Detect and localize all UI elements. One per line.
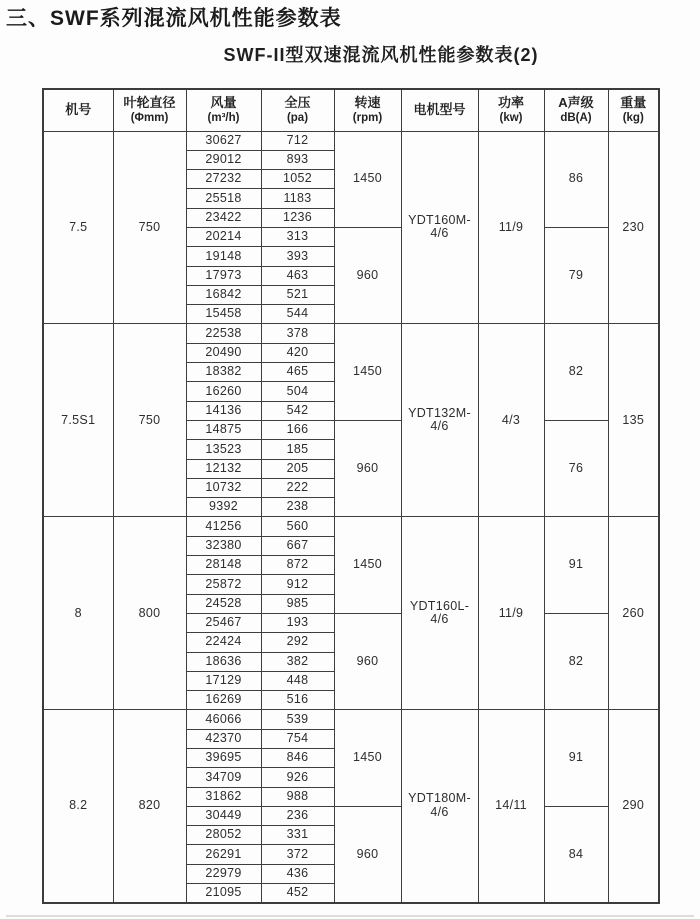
pressure-cell: 166 (261, 420, 334, 439)
document-page (0, 5, 700, 904)
air-volume-cell: 39695 (186, 749, 261, 768)
weight-cell: 260 (608, 517, 659, 710)
pressure-cell: 1183 (261, 189, 334, 208)
pressure-cell: 436 (261, 864, 334, 883)
air-volume-cell: 16269 (186, 691, 261, 710)
weight-cell: 290 (608, 710, 659, 903)
diameter-cell: 820 (113, 710, 186, 903)
air-volume-cell: 25467 (186, 613, 261, 632)
speed-cell: 1450 (334, 131, 401, 227)
motor-cell: YDT160M-4/6 (401, 131, 478, 324)
power-cell: 11/9 (478, 131, 544, 324)
pressure-cell: 912 (261, 575, 334, 594)
pressure-cell: 222 (261, 478, 334, 497)
pressure-cell: 988 (261, 787, 334, 806)
pressure-cell: 313 (261, 227, 334, 246)
pressure-cell: 542 (261, 401, 334, 420)
header-power: 功率 (kw) (478, 89, 544, 131)
model-cell: 7.5S1 (43, 324, 113, 517)
air-volume-cell: 21095 (186, 884, 261, 903)
air-volume-cell: 19148 (186, 247, 261, 266)
noise-cell: 91 (544, 517, 608, 613)
air-volume-cell: 41256 (186, 517, 261, 536)
model-cell: 8 (43, 517, 113, 710)
pressure-cell: 667 (261, 536, 334, 555)
scan-shadow (6, 915, 694, 917)
speed-cell: 960 (334, 613, 401, 709)
header-speed: 转速 (rpm) (334, 89, 401, 131)
page-title: 三、SWF系列混流风机性能参数表 (6, 7, 342, 30)
pressure-cell: 560 (261, 517, 334, 536)
weight-cell: 135 (608, 324, 659, 517)
header-noise-level: A声级 dB(A) (544, 89, 608, 131)
pressure-cell: 544 (261, 305, 334, 324)
air-volume-cell: 23422 (186, 208, 261, 227)
speed-cell: 1450 (334, 324, 401, 420)
header-air-volume: 风量 (m³/h) (186, 89, 261, 131)
pressure-cell: 754 (261, 729, 334, 748)
motor-cell: YDT160L-4/6 (401, 517, 478, 710)
air-volume-cell: 27232 (186, 170, 261, 189)
diameter-cell: 800 (113, 517, 186, 710)
table-body (43, 131, 659, 903)
air-volume-cell: 15458 (186, 305, 261, 324)
pressure-cell: 516 (261, 691, 334, 710)
air-volume-cell: 31862 (186, 787, 261, 806)
table-row (43, 131, 659, 150)
air-volume-cell: 10732 (186, 478, 261, 497)
speed-cell: 1450 (334, 710, 401, 806)
table-row (43, 710, 659, 729)
air-volume-cell: 22538 (186, 324, 261, 343)
pressure-cell: 465 (261, 363, 334, 382)
pressure-cell: 236 (261, 806, 334, 825)
air-volume-cell: 14875 (186, 420, 261, 439)
motor-cell: YDT132M-4/6 (401, 324, 478, 517)
pressure-cell: 372 (261, 845, 334, 864)
air-volume-cell: 22979 (186, 864, 261, 883)
pressure-cell: 985 (261, 594, 334, 613)
air-volume-cell: 28148 (186, 556, 261, 575)
air-volume-cell: 9392 (186, 498, 261, 517)
air-volume-cell: 25872 (186, 575, 261, 594)
pressure-cell: 1236 (261, 208, 334, 227)
header-motor-model: 电机型号 (401, 89, 478, 131)
air-volume-cell: 17973 (186, 266, 261, 285)
noise-cell: 79 (544, 227, 608, 323)
header-total-pressure: 全压 (pa) (261, 89, 334, 131)
pressure-cell: 193 (261, 613, 334, 632)
pressure-cell: 463 (261, 266, 334, 285)
pressure-cell: 926 (261, 768, 334, 787)
air-volume-cell: 22424 (186, 633, 261, 652)
air-volume-cell: 20214 (186, 227, 261, 246)
pressure-cell: 420 (261, 343, 334, 362)
speed-cell: 960 (334, 420, 401, 516)
pressure-cell: 539 (261, 710, 334, 729)
air-volume-cell: 30449 (186, 806, 261, 825)
pressure-cell: 846 (261, 749, 334, 768)
pressure-cell: 205 (261, 459, 334, 478)
air-volume-cell: 16260 (186, 382, 261, 401)
diameter-cell: 750 (113, 131, 186, 324)
air-volume-cell: 24528 (186, 594, 261, 613)
air-volume-cell: 13523 (186, 440, 261, 459)
air-volume-cell: 46066 (186, 710, 261, 729)
speed-cell: 960 (334, 806, 401, 902)
air-volume-cell: 14136 (186, 401, 261, 420)
pressure-cell: 185 (261, 440, 334, 459)
pressure-cell: 872 (261, 556, 334, 575)
noise-cell: 76 (544, 420, 608, 516)
air-volume-cell: 25518 (186, 189, 261, 208)
model-cell: 8.2 (43, 710, 113, 903)
pressure-cell: 382 (261, 652, 334, 671)
pressure-cell: 521 (261, 285, 334, 304)
power-cell: 4/3 (478, 324, 544, 517)
noise-cell: 82 (544, 324, 608, 420)
pressure-cell: 448 (261, 671, 334, 690)
model-cell: 7.5 (43, 131, 113, 324)
pressure-cell: 378 (261, 324, 334, 343)
table-row (43, 324, 659, 343)
noise-cell: 82 (544, 613, 608, 709)
pressure-cell: 1052 (261, 170, 334, 189)
air-volume-cell: 17129 (186, 671, 261, 690)
pressure-cell: 238 (261, 498, 334, 517)
noise-cell: 86 (544, 131, 608, 227)
air-volume-cell: 30627 (186, 131, 261, 150)
pressure-cell: 452 (261, 884, 334, 903)
noise-cell: 84 (544, 806, 608, 902)
air-volume-cell: 20490 (186, 343, 261, 362)
air-volume-cell: 34709 (186, 768, 261, 787)
header-impeller-diameter: 叶轮直径 (Φmm) (113, 89, 186, 131)
air-volume-cell: 16842 (186, 285, 261, 304)
weight-cell: 230 (608, 131, 659, 324)
diameter-cell: 750 (113, 324, 186, 517)
header-weight: 重量 (kg) (608, 89, 659, 131)
pressure-cell: 393 (261, 247, 334, 266)
motor-cell: YDT180M-4/6 (401, 710, 478, 903)
header-machine-no: 机号 (43, 89, 113, 131)
table-row (43, 517, 659, 536)
air-volume-cell: 12132 (186, 459, 261, 478)
pressure-cell: 504 (261, 382, 334, 401)
table-header-row (43, 89, 659, 131)
pressure-cell: 893 (261, 150, 334, 169)
pressure-cell: 331 (261, 826, 334, 845)
air-volume-cell: 26291 (186, 845, 261, 864)
air-volume-cell: 32380 (186, 536, 261, 555)
air-volume-cell: 42370 (186, 729, 261, 748)
air-volume-cell: 29012 (186, 150, 261, 169)
noise-cell: 91 (544, 710, 608, 806)
speed-cell: 1450 (334, 517, 401, 613)
pressure-cell: 712 (261, 131, 334, 150)
air-volume-cell: 18636 (186, 652, 261, 671)
air-volume-cell: 28052 (186, 826, 261, 845)
table-subtitle: SWF-II型双速混流风机性能参数表(2) (223, 45, 539, 65)
air-volume-cell: 18382 (186, 363, 261, 382)
power-cell: 14/11 (478, 710, 544, 903)
power-cell: 11/9 (478, 517, 544, 710)
fan-performance-table (42, 88, 660, 904)
speed-cell: 960 (334, 227, 401, 323)
pressure-cell: 292 (261, 633, 334, 652)
